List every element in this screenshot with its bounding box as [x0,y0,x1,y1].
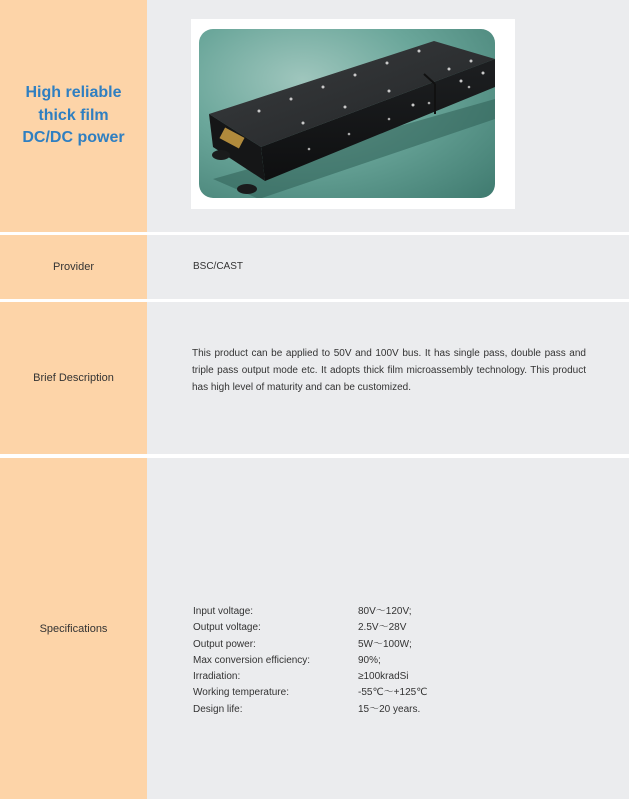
spec-value: 2.5V～28V [358,622,407,634]
spec-key: Design life: [193,703,243,715]
product-title [22,82,124,150]
specifications-value-cell [147,458,629,799]
product-image [199,29,495,198]
spec-row [193,653,427,669]
spec-row [193,604,427,620]
spec-row [193,669,427,685]
title-line-3: DC/DC power [22,129,125,147]
specifications-label-cell [0,458,147,799]
spec-value: 15～20 years. [358,703,421,715]
spec-row [193,702,427,718]
product-image-frame [191,19,515,209]
title-line-1: High reliable [25,84,122,102]
description-value-cell [147,302,629,454]
provider-row [0,235,629,299]
specifications-row [0,458,629,799]
specifications-list [193,604,427,718]
spec-key: Input voltage: [193,606,254,617]
specifications-label: Specifications [39,622,108,635]
description-text: This product can be applied to 50V and 100V bus. It has single pass, double pass and triple pass output mode etc. It adopts thick film microassembly technology. This product has high level of maturity and can be customized. [192,348,586,393]
title-cell [0,0,147,232]
dcdc-module-illustration [199,29,495,198]
description-row [0,302,629,454]
provider-label-cell [0,235,147,299]
spec-key: Irradiation: [193,671,241,683]
spec-value: ≥100kradSi [358,671,409,683]
spec-value: 90%; [358,654,381,666]
image-cell [147,0,629,232]
spec-key: Working temperature: [193,687,289,699]
description-label-cell [0,302,147,454]
spec-row [193,637,427,653]
provider-value: BSC/CAST [193,261,244,272]
spec-key: Max conversion efficiency: [193,654,311,666]
description-label: Brief Description [33,372,114,384]
product-header-row [0,0,629,232]
spec-value: 80V～120V; [358,606,412,617]
spec-value: 5W～100W; [358,638,412,650]
spec-key: Output voltage: [193,622,261,634]
spec-value: -55℃～+125℃ [358,687,428,699]
spec-row [193,620,427,636]
provider-label: Provider [53,261,94,273]
provider-value-cell [147,235,629,299]
spec-row [193,685,427,701]
spec-key: Output power: [193,638,256,650]
title-line-2: thick film [38,106,109,124]
